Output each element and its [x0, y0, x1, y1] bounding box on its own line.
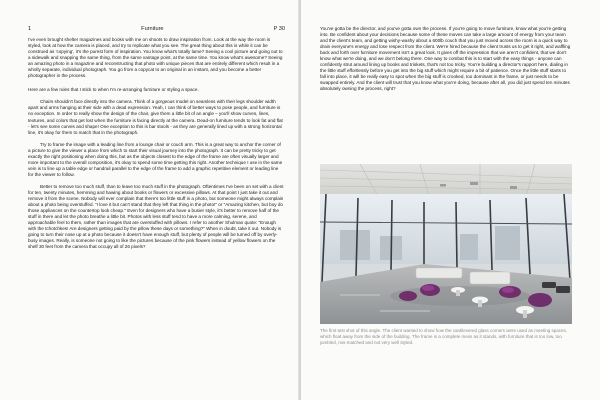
- paragraph: You've gotta be the director, and you've gotta own the process. If you're going to move furniture, know what you're getting into. Be confident about your decisions because some of these moves can take a large amount of energy from your team and the client's team, and getting wishy-washy about a 600lb couch that you just moved across the room is a quick way to drain everyone's energy and lose respect from the client. We're hired because the client trusts us to get it right, and waffling back and forth over furniture movement isn't a great look. It gives off the impression that we aren't confident, that we don't know what we're doing, and we don't belong there. One way to combat this is to start with the easy things - anyone can confidently strut around lining up books and trinkets, that's not too tricky. You're building a director's rapport here, dialing in the little stuff effortlessly before you get into the big stuff which might require a bit of patience. Once the little stuff starts to fall into place, it will be really easy to spot when the big stuff is crooked, too dominant in the frame, or just needs to be swapped entirely. And the client will trust that you know what you're doing, because after all, you did just spend ten minutes absolutely owning the process, right?: [320, 26, 571, 92]
- page-reference: P 30: [273, 26, 285, 32]
- paragraph: Try to frame the image with a leading line from a lounge chair or couch arm. This is a great way to anchor the corner of a picture to give the viewer a place from which to start their visual journey into the photograph. It can be pretty tricky to get exactly the right positioning when doing this, but as the objects closest to the edge of the frame are often visually larger and more important to the overall composition, it's okay to spend some time getting this right. Another technique I use in the same vein is to line up a table edge or handrail parallel to the edge of the frame to add a graphic repetitive element or leading line for the viewer to follow.: [28, 141, 283, 177]
- photo-caption: The first test shot of this angle. The client wanted to show how the cantilevered glass corners were used as meeting spaces, which float away from the side of the building. The frame is a complete mess as it stands, with furniture that is too low, too jumbled, mis-matched and not very well styled.: [320, 328, 568, 345]
- paragraph: Better to remove too much stuff, than to leave too much stuff in the photograph. Oftentimes I've been on set with a client for ten, twenty minutes, hemming and hawing about books or flowers or excessive pillows. At that point I just take it out and remove it from the scene. Nobody will ever complain that there's too little stuff in a photo, but someone might always complain about a photo being overstuffed. "I love it but can't stand that they left that thing in the photo!" or "Amazing kitchen, but boy do those appliances on the countertop look cheap." Even for designers who have a busier style, it's better to remove half of the stuff in there and let the photo breathe a little bit. Photos with less stuff tend to have a more calming, serene, and approachable feel to them, rather than images that are overstuffed with pillows. I refer to another Shulman quote: "Enough with the tchotchkes! Are designers getting paid by the pillow these days or something?" When in doubt, take it out. Nobody is going to turn their nose up at a photo because it doesn't have enough stuff, but plenty of people will be turned off by overly-busy images. Really, is someone not going to like the pictures because of the pink flowers instead of yellow flowers on the shelf 30 feet from the camera that occupy all of 26 pixels?: [28, 183, 284, 250]
- left-body-text: [28, 37, 284, 256]
- chapter-title: Furniture: [141, 26, 164, 32]
- right-body-text: [320, 26, 572, 99]
- page-number: 1: [28, 26, 32, 32]
- page-header: [28, 26, 285, 32]
- office-lounge-photo-icon: [320, 164, 572, 324]
- paragraph: Here are a few rules that I stick to when I'm re-arranging furniture or styling a space.: [28, 87, 199, 93]
- paragraph: Chairs shouldn't face directly into the camera. Think of a gorgeous model on seamless with their legs shoulder width apart and arms hanging at their side with a dead expression. Yeah, I can think of better ways to pose people, and furniture is no exception. In order to really show the design of the chair, give them a little bit of an angle – you'll show curves, lines, textures, and colors that get lost when the furniture is facing directly at the camera. Dead-on furniture tends to look fat and flat - let's see some curves and shape! One exception to this is bar stools - as they are generally lined up with a strong horizontal line, it's okay for them to match that in the photograph.: [28, 99, 283, 135]
- paragraph: I've even brought shelter magazines and books with me on shoots to draw inspiration from. Look at the way the room is styled, look at how the camera is placed, and try to replicate what you see. The great thing about this is while it can be construed as 'copying', it's the purest form of inspiration. You know what's totally lame? Seeing a cool picture and going out to a sidewalk and snapping the same thing, from the same vantage point, at the same time. You know what's awesome? Seeing an amazing photo in a magazine and reconstructing that photo with unique pieces that are entirely different which result in a wholly separate, individual photograph. You go from a copycat to an original in an instant, and you become a better photographer in the process.: [28, 37, 283, 79]
- office-lounge-photo: [320, 164, 572, 324]
- right-page: [301, 0, 600, 400]
- left-page: [0, 0, 299, 400]
